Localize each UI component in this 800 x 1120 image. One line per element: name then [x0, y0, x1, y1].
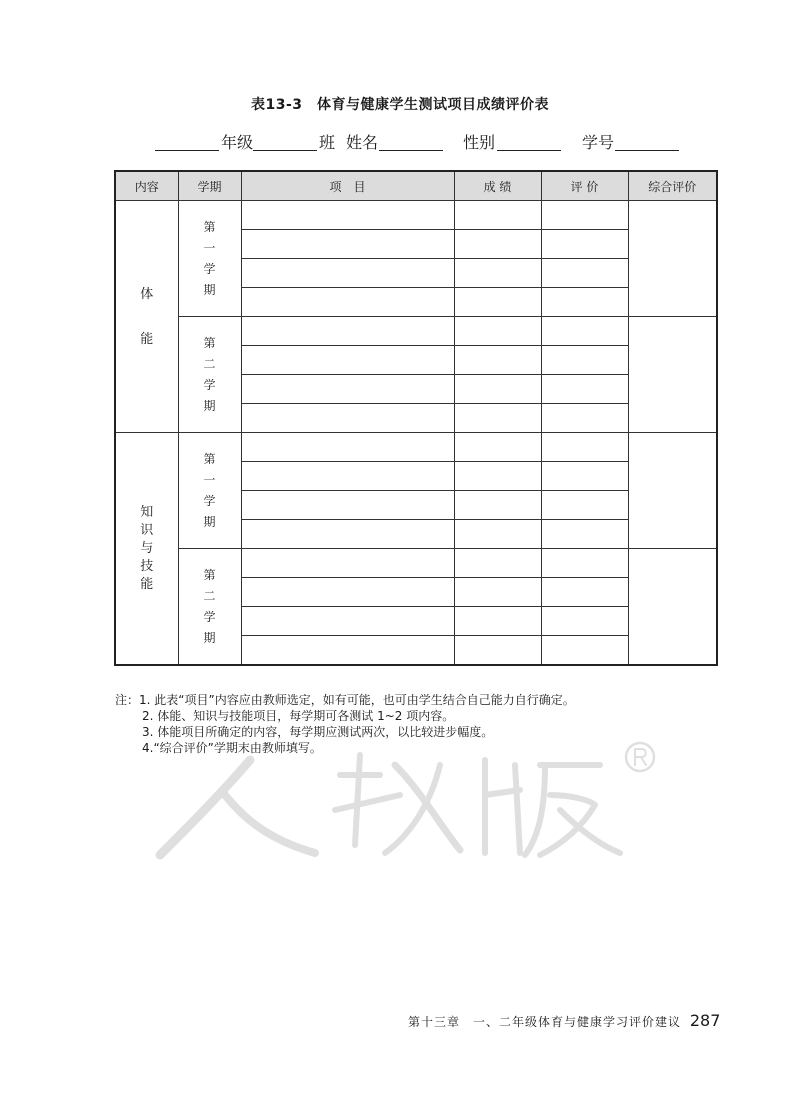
- evaluation-cell[interactable]: [541, 288, 628, 317]
- score-cell[interactable]: [454, 375, 541, 404]
- class-label: 班: [319, 133, 336, 152]
- evaluation-cell[interactable]: [541, 404, 628, 433]
- note-line: 4.“综合评价”学期末由教师填写。: [142, 741, 322, 755]
- page-number: 287: [689, 1011, 721, 1030]
- table-header-row: [115, 171, 717, 201]
- score-cell[interactable]: [454, 549, 541, 578]
- overall-evaluation-cell[interactable]: [628, 201, 717, 317]
- item-cell[interactable]: [241, 549, 454, 578]
- score-cell[interactable]: [454, 346, 541, 375]
- item-cell[interactable]: [241, 201, 454, 230]
- evaluation-cell[interactable]: [541, 317, 628, 346]
- item-cell[interactable]: [241, 636, 454, 666]
- header-term: 学期: [178, 171, 241, 201]
- page-footer: [408, 1011, 720, 1030]
- overall-evaluation-cell[interactable]: [628, 433, 717, 549]
- evaluation-cell[interactable]: [541, 259, 628, 288]
- evaluation-cell[interactable]: [541, 636, 628, 666]
- footer-chapter: 第十三章 一、二年级体育与健康学习评价建议: [408, 1015, 682, 1029]
- grade-label: 年级: [221, 133, 254, 152]
- overall-evaluation-cell[interactable]: [628, 549, 717, 666]
- header-score: 成 绩: [454, 171, 541, 201]
- overall-evaluation-cell[interactable]: [628, 317, 717, 433]
- score-cell[interactable]: [454, 433, 541, 462]
- table-row: [115, 201, 717, 230]
- evaluation-cell[interactable]: [541, 578, 628, 607]
- score-cell[interactable]: [454, 491, 541, 520]
- note-line: 注：1. 此表“项目”内容应由教师选定，如有可能，也可由学生结合自己能力自行确定。: [115, 693, 575, 707]
- content-physical-fitness: 体 能: [115, 201, 178, 433]
- evaluation-cell[interactable]: [541, 549, 628, 578]
- table-row: [115, 317, 717, 346]
- score-cell[interactable]: [454, 636, 541, 666]
- grade-blank[interactable]: [155, 150, 219, 151]
- header-overall-evaluation: 综合评价: [628, 171, 717, 201]
- item-cell[interactable]: [241, 288, 454, 317]
- term-first: 第 一 学 期: [178, 201, 241, 317]
- evaluation-cell[interactable]: [541, 491, 628, 520]
- score-cell[interactable]: [454, 230, 541, 259]
- evaluation-cell[interactable]: [541, 607, 628, 636]
- score-cell[interactable]: [454, 578, 541, 607]
- note-line: 3. 体能项目所确定的内容，每学期应测试两次，以比较进步幅度。: [142, 725, 494, 739]
- evaluation-cell[interactable]: [541, 520, 628, 549]
- item-cell[interactable]: [241, 375, 454, 404]
- item-cell[interactable]: [241, 230, 454, 259]
- item-cell[interactable]: [241, 607, 454, 636]
- score-cell[interactable]: [454, 607, 541, 636]
- name-blank[interactable]: [379, 150, 443, 151]
- publisher-watermark-logo: [140, 735, 660, 875]
- score-cell[interactable]: [454, 259, 541, 288]
- student-id-label: 学号: [582, 133, 615, 152]
- content-knowledge-skills: 知 识 与 技 能: [115, 433, 178, 666]
- evaluation-cell[interactable]: [541, 346, 628, 375]
- item-cell[interactable]: [241, 520, 454, 549]
- gender-blank[interactable]: [497, 150, 561, 151]
- score-cell[interactable]: [454, 404, 541, 433]
- evaluation-cell[interactable]: [541, 375, 628, 404]
- note-line: 2. 体能、知识与技能项目，每学期可各测试 1~2 项内容。: [142, 709, 455, 723]
- score-cell[interactable]: [454, 288, 541, 317]
- evaluation-cell[interactable]: [541, 201, 628, 230]
- table-row: [115, 549, 717, 578]
- table-row: [115, 433, 717, 462]
- item-cell[interactable]: [241, 259, 454, 288]
- student-id-blank[interactable]: [615, 150, 679, 151]
- term-second: 第 二 学 期: [178, 549, 241, 666]
- evaluation-cell[interactable]: [541, 433, 628, 462]
- score-cell[interactable]: [454, 520, 541, 549]
- evaluation-cell[interactable]: [541, 462, 628, 491]
- header-evaluation: 评 价: [541, 171, 628, 201]
- score-cell[interactable]: [454, 201, 541, 230]
- term-first: 第 一 学 期: [178, 433, 241, 549]
- student-info-line: [155, 130, 685, 152]
- item-cell[interactable]: [241, 462, 454, 491]
- item-cell[interactable]: [241, 578, 454, 607]
- evaluation-table: [114, 170, 718, 666]
- term-second: 第 二 学 期: [178, 317, 241, 433]
- item-cell[interactable]: [241, 346, 454, 375]
- item-cell[interactable]: [241, 433, 454, 462]
- item-cell[interactable]: [241, 404, 454, 433]
- score-cell[interactable]: [454, 462, 541, 491]
- evaluation-cell[interactable]: [541, 230, 628, 259]
- header-item: 项 目: [241, 171, 454, 201]
- item-cell[interactable]: [241, 491, 454, 520]
- header-content: 内容: [115, 171, 178, 201]
- item-cell[interactable]: [241, 317, 454, 346]
- score-cell[interactable]: [454, 317, 541, 346]
- gender-label: 性别: [463, 133, 496, 152]
- table-title: 表13-3 体育与健康学生测试项目成绩评价表: [250, 97, 550, 113]
- class-blank[interactable]: [253, 150, 317, 151]
- name-label: 姓名: [346, 133, 379, 152]
